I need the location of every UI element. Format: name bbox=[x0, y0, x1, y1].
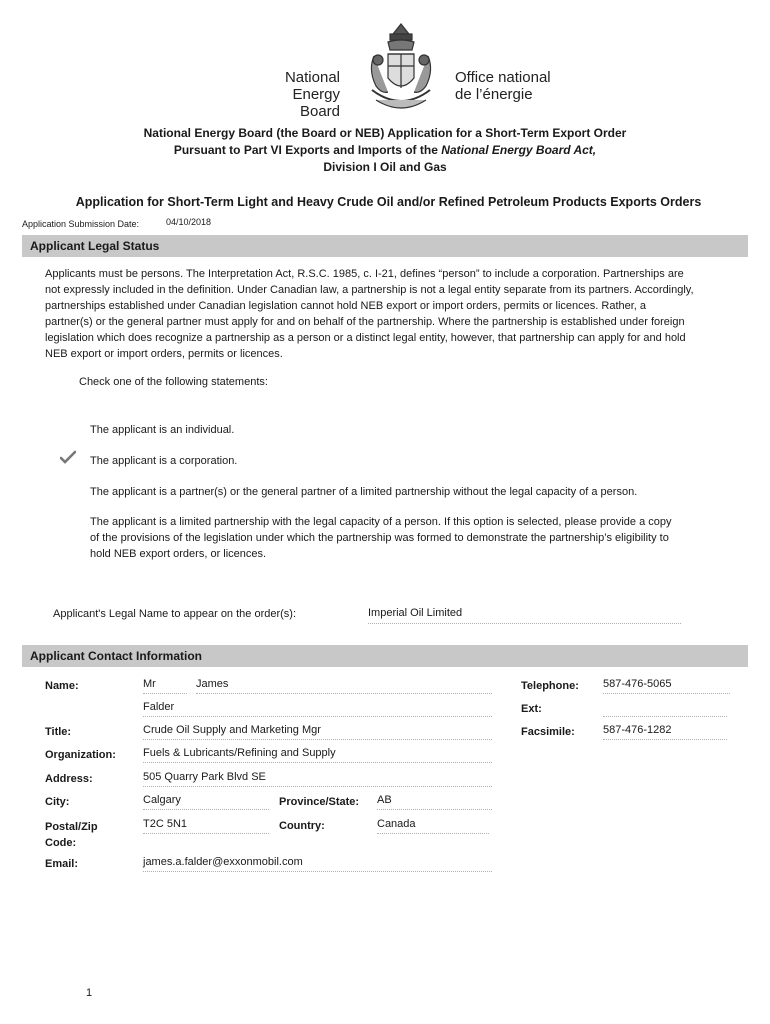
form-title-line3: Division I Oil and Gas bbox=[323, 160, 447, 174]
country-field[interactable]: Canada bbox=[377, 818, 489, 834]
legal-status-heading: Applicant Legal Status bbox=[30, 239, 160, 253]
province-field[interactable]: AB bbox=[377, 794, 492, 810]
legal-status-header bbox=[22, 235, 748, 257]
postal-label-line1: Postal/Zip bbox=[45, 821, 98, 833]
address-field[interactable]: 505 Quarry Park Blvd SE bbox=[143, 771, 492, 787]
salutation-field[interactable]: Mr bbox=[143, 678, 187, 694]
ext-field[interactable] bbox=[603, 701, 727, 717]
last-name-field[interactable]: Falder bbox=[143, 701, 492, 717]
option-limited-partnership[interactable]: The applicant is a limited partnership with the legal capacity of a person. If this option is selected, please provide a copy of the provisions of the legislation under which the partnership was formed to demonstrate the partnership’s eligibility to hold NEB export orders, or licences. bbox=[90, 516, 672, 560]
telephone-field[interactable]: 587-476-5065 bbox=[603, 678, 730, 694]
form-title-line2: Pursuant to Part VI Exports and Imports of the National Energy Board Act, bbox=[173, 143, 597, 157]
submission-date-label: Application Submission Date: bbox=[22, 219, 140, 229]
legal-status-paragraph: Applicants must be persons. The Interpretation Act, R.S.C. 1985, c. I-21, defines “person” to include a corporation. Partnerships are not expressly included in the definition. Under Canadian law, a partnership is not a legal entity separate from its partners. Accordingly, partnerships established under Canadian legislation cannot hold NEB export or import orders, permits or licences. Rather, a partner(s) or the general partner must apply for and on behalf of the partnership. Where the partnership is established under foreign legislation which does recognize a partnership as a person or a distinct legal entity, however, that partnership can apply for and hold NEB export or import orders, permits or licences. bbox=[45, 268, 694, 360]
city-label: City: bbox=[45, 796, 70, 808]
agency-name-french-line2: de l’énergie bbox=[455, 86, 533, 103]
ext-label: Ext: bbox=[521, 703, 542, 715]
option-corporation[interactable]: The applicant is a corporation. bbox=[90, 455, 238, 467]
postal-label bbox=[45, 819, 98, 851]
organization-label: Organization: bbox=[45, 749, 116, 761]
agency-name-french bbox=[455, 69, 551, 103]
coat-of-arms-icon bbox=[360, 20, 442, 120]
city-field[interactable]: Calgary bbox=[143, 794, 269, 810]
legal-name-field[interactable]: Imperial Oil Limited bbox=[368, 607, 681, 624]
first-name-field[interactable]: James bbox=[196, 678, 492, 694]
title-field[interactable]: Crude Oil Supply and Marketing Mgr bbox=[143, 724, 492, 740]
facsimile-field[interactable]: 587-476-1282 bbox=[603, 724, 727, 740]
form-title bbox=[0, 125, 770, 176]
option-partner[interactable]: The applicant is a partner(s) or the general partner of a limited partnership without the legal capacity of a person. bbox=[90, 486, 638, 498]
submission-date-value[interactable]: 04/10/2018 bbox=[166, 217, 212, 227]
agency-name-english bbox=[237, 69, 340, 120]
agency-name-english-line2: Board bbox=[299, 103, 340, 120]
title-label: Title: bbox=[45, 726, 72, 738]
contact-header bbox=[22, 645, 748, 667]
form-title-line1: National Energy Board (the Board or NEB) Application for a Short-Term Export Order bbox=[143, 126, 627, 140]
email-field[interactable]: james.a.falder@exxonmobil.com bbox=[143, 856, 492, 872]
option-individual[interactable]: The applicant is an individual. bbox=[90, 424, 235, 436]
name-label: Name: bbox=[45, 680, 79, 692]
address-label: Address: bbox=[45, 773, 93, 785]
postal-label-line2: Code: bbox=[45, 837, 77, 849]
check-instruction: Check one of the following statements: bbox=[79, 376, 268, 388]
contact-heading: Applicant Contact Information bbox=[30, 649, 202, 663]
province-label: Province/State: bbox=[279, 796, 360, 808]
agency-name-french-line1: Office national bbox=[455, 69, 551, 86]
legal-name-label: Applicant's Legal Name to appear on the order(s): bbox=[53, 608, 297, 620]
checkmark-icon bbox=[60, 450, 76, 464]
email-label: Email: bbox=[45, 858, 79, 870]
organization-field[interactable]: Fuels & Lubricants/Refining and Supply bbox=[143, 747, 492, 763]
facsimile-label: Facsimile: bbox=[521, 726, 575, 738]
telephone-label: Telephone: bbox=[521, 680, 579, 692]
country-label: Country: bbox=[279, 820, 325, 832]
page-number: 1 bbox=[86, 987, 93, 999]
agency-name-english-line1: National Energy bbox=[284, 69, 340, 103]
form-subtitle: Application for Short-Term Light and Heavy Crude Oil and/or Refined Petroleum Products Exports Orders bbox=[75, 195, 702, 209]
postal-field[interactable]: T2C 5N1 bbox=[143, 818, 269, 834]
